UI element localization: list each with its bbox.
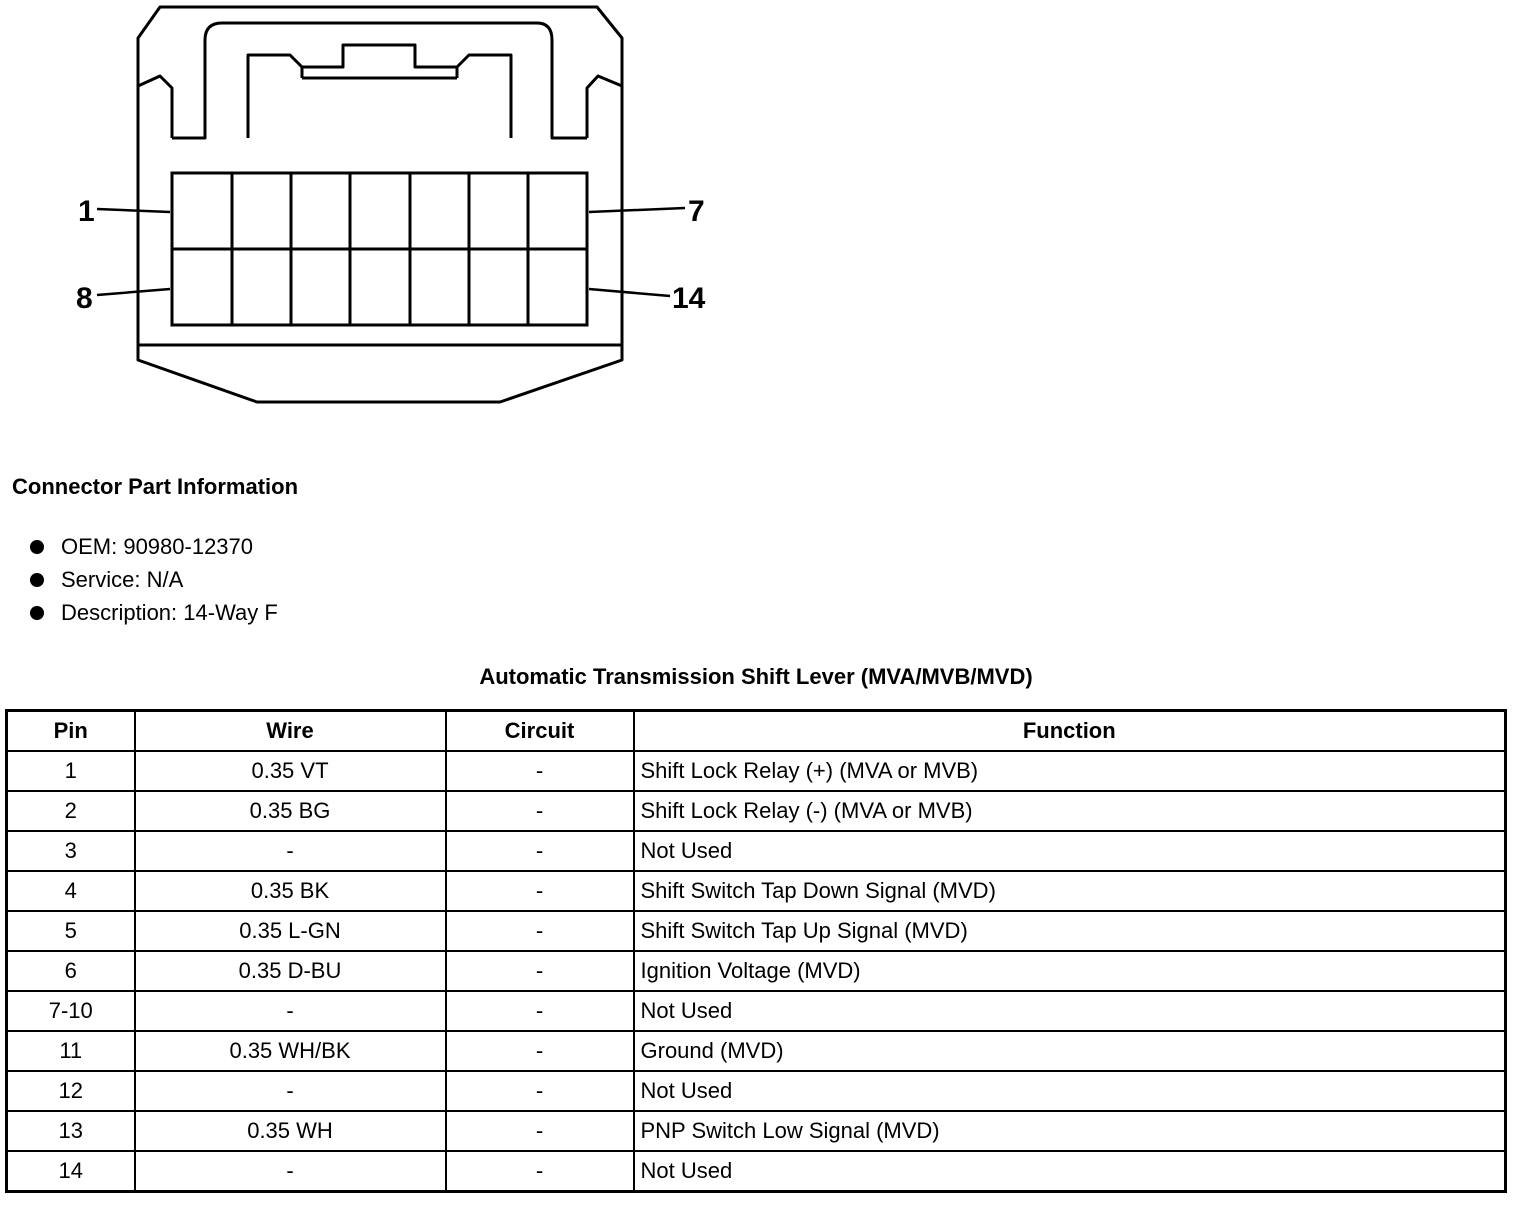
wire-cell: -	[135, 991, 446, 1031]
pin-label-14: 14	[672, 282, 706, 315]
pin-cell: 14	[7, 1151, 135, 1192]
circuit-cell: -	[446, 991, 634, 1031]
function-cell: Shift Lock Relay (-) (MVA or MVB)	[634, 791, 1506, 831]
pin-8-leader	[97, 289, 170, 295]
connector-inner-cavity	[172, 23, 587, 138]
bullet-icon	[30, 573, 44, 587]
column-header-circuit: Circuit	[446, 711, 634, 752]
connector-housing-bottom	[138, 345, 622, 402]
table-row	[7, 1151, 1506, 1192]
wire-cell: 0.35 WH	[135, 1111, 446, 1151]
function-cell: Not Used	[634, 1151, 1506, 1192]
wire-cell: 0.35 L-GN	[135, 911, 446, 951]
column-header-wire: Wire	[135, 711, 446, 752]
pin-cell: 4	[7, 871, 135, 911]
pin-cell: 7-10	[7, 991, 135, 1031]
table-row	[7, 1071, 1506, 1111]
pin-cell: 12	[7, 1071, 135, 1111]
list-item	[30, 596, 278, 629]
connector-description: Description: 14-Way F	[61, 599, 278, 625]
circuit-cell: -	[446, 911, 634, 951]
function-cell: Shift Switch Tap Down Signal (MVD)	[634, 871, 1506, 911]
function-cell: Not Used	[634, 1071, 1506, 1111]
wire-cell: -	[135, 1151, 446, 1192]
function-cell: Shift Switch Tap Up Signal (MVD)	[634, 911, 1506, 951]
pin-label-7: 7	[688, 195, 705, 228]
connector-latch	[248, 45, 511, 138]
table-row	[7, 1031, 1506, 1071]
list-item	[30, 563, 278, 596]
oem-number: OEM: 90980-12370	[61, 533, 254, 559]
service-number: Service: N/A	[61, 566, 184, 592]
table-row	[7, 751, 1506, 791]
circuit-cell: -	[446, 1111, 634, 1151]
pinout-table-title: Automatic Transmission Shift Lever (MVA/MVB/MVD)	[479, 664, 1033, 689]
table-row	[7, 991, 1506, 1031]
table-row	[7, 871, 1506, 911]
circuit-cell: -	[446, 1151, 634, 1192]
pin-cell: 13	[7, 1111, 135, 1151]
table-row	[7, 911, 1506, 951]
circuit-cell: -	[446, 751, 634, 791]
circuit-cell: -	[446, 871, 634, 911]
pin-cell: 3	[7, 831, 135, 871]
column-header-function: Function	[634, 711, 1506, 752]
wire-cell: 0.35 BG	[135, 791, 446, 831]
function-cell: Not Used	[634, 991, 1506, 1031]
function-cell: Shift Lock Relay (+) (MVA or MVB)	[634, 751, 1506, 791]
wire-cell: 0.35 D-BU	[135, 951, 446, 991]
circuit-cell: -	[446, 791, 634, 831]
list-item	[30, 530, 278, 563]
circuit-cell: -	[446, 951, 634, 991]
wire-cell: 0.35 BK	[135, 871, 446, 911]
connector-right-shoulder	[587, 76, 622, 138]
connector-face-diagram	[0, 0, 760, 420]
pin-cell: 6	[7, 951, 135, 991]
table-row	[7, 791, 1506, 831]
pin-label-1: 1	[78, 195, 95, 228]
function-cell: Not Used	[634, 831, 1506, 871]
bullet-icon	[30, 606, 44, 620]
wire-cell: -	[135, 831, 446, 871]
wire-cell: 0.35 VT	[135, 751, 446, 791]
pin-7-leader	[589, 208, 685, 212]
pin-cell: 5	[7, 911, 135, 951]
function-cell: Ground (MVD)	[634, 1031, 1506, 1071]
wire-cell: 0.35 WH/BK	[135, 1031, 446, 1071]
bullet-icon	[30, 540, 44, 554]
pin-cavity-grid	[172, 173, 587, 325]
circuit-cell: -	[446, 1031, 634, 1071]
connector-left-shoulder	[138, 76, 172, 138]
pin-cell: 2	[7, 791, 135, 831]
pinout-table	[5, 709, 1507, 1193]
circuit-cell: -	[446, 831, 634, 871]
pin-1-leader	[97, 209, 170, 212]
function-cell: Ignition Voltage (MVD)	[634, 951, 1506, 991]
table-row	[7, 951, 1506, 991]
table-row	[7, 1111, 1506, 1151]
wire-cell: -	[135, 1071, 446, 1111]
pin-14-leader	[589, 289, 670, 296]
pin-label-8: 8	[76, 282, 93, 315]
table-row	[7, 831, 1506, 871]
function-cell: PNP Switch Low Signal (MVD)	[634, 1111, 1506, 1151]
connector-info-heading: Connector Part Information	[12, 474, 299, 499]
pin-cell: 11	[7, 1031, 135, 1071]
pin-cell: 1	[7, 751, 135, 791]
connector-housing-outline	[138, 7, 622, 345]
column-header-pin: Pin	[7, 711, 135, 752]
table-header-row	[7, 711, 1506, 752]
connector-info-list	[30, 530, 278, 629]
circuit-cell: -	[446, 1071, 634, 1111]
